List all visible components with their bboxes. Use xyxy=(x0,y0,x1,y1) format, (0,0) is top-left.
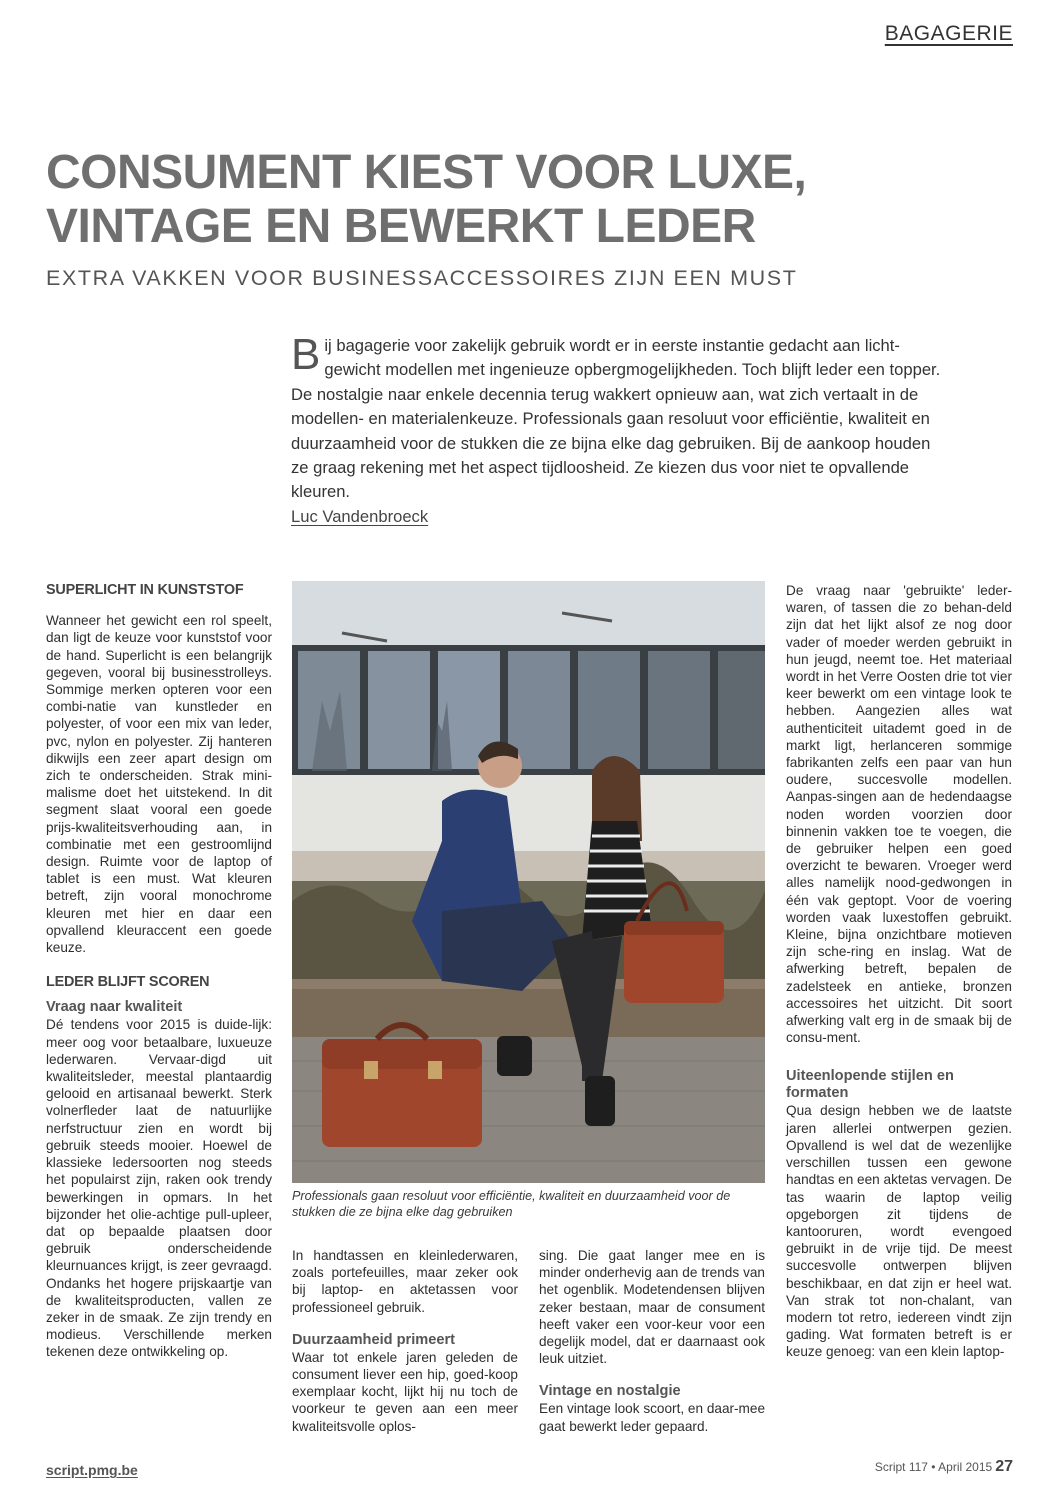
article-headline xyxy=(46,146,946,254)
article-subheadline: EXTRA VAKKEN VOOR BUSINESSACCESSOIRES ZIJN EEN MUST xyxy=(46,266,798,290)
paragraph-vintage: Een vintage look scoort, en daar-mee gaat bewerkt leder gepaard. xyxy=(539,1401,765,1434)
column-3 xyxy=(539,1247,765,1435)
heading-leder-blijft-scoren: LEDER BLIJFT SCOREN xyxy=(46,974,210,991)
article-photo xyxy=(292,581,765,1183)
paragraph-kwaliteit: Dé tendens voor 2015 is duide-lijk: meer oog voor betaalbare, luxueuze lederwaren. Vervaar-digd uit kwaliteitsleder, meestal plantaardig gelooid en artisanaal bewerkt. Sterk volnerfleder laat de natuurlijke nerfstructuur zien en wordt bij gebruik steeds mooier. Hoewel de klassieke ledersoorten nog steeds het populairst zijn, raken ook trendy bewerkingen in opmars. In het bijzonder het olie-achtige pull-upleer, dat op bepaalde plaatsen door gebruik onderscheidende kleurnuances krijgt, is zeer gevraagd. Ondanks het hogere prijskaartje van de kwaliteitsproducten, vallen ze zeker in de smaak. Ze zijn trendy en modieus. Verschillende merken tekenen deze ontwikkeling op. xyxy=(46,1017,272,1360)
paragraph-gebruikte-lederwaren: De vraag naar 'gebruikte' leder-waren, of tassen die zo behan-deld zijn dat het lijkt alsof ze nog door vader of moeder werden gebruikt in hun jeugd, neemt toe. Het materiaal wordt in het Verre Oosten drie tot vier keer bewerkt om een vintage look te hebben. Aangezien alles wat authenticiteit uitademt goed in de markt ligt, herlanceren sommige fabrikanten zelfs een paar van hun oudere, succesvolle modellen. Aanpas-singen aan de hedendaagse noden worden voorzien door binnenin vakken toe te voegen, die de gebruiker helpen een goed overzicht te bewaren. Vroeger werd alles namelijk nood-gedwongen in één vak geptopt. Voor de voering worden vaak luxestoffen gebruikt. Kleine, bijna onzichtbare motieven zijn sche-ring en inslag. Wat de afwerking betreft, bepalen de zadelsteek en antieke, bronzen accessoires het uitzicht. Dit soort afwerking valt erg in de smaak bij de consu-ment. xyxy=(786,583,1012,1046)
photo-illustration xyxy=(292,581,765,1183)
intro-dropcap: B xyxy=(291,330,321,379)
paragraph-duurzaamheid: Waar tot enkele jaren geleden de consument liever een hip, goed-koop exemplaar kocht, lijkt hij nu toch de voorkeur te geven aan een meer kwaliteitsvolle oplos- xyxy=(292,1349,518,1434)
footer-website-link[interactable]: script.pmg.be xyxy=(46,1462,138,1478)
subheading-duurzaamheid-primeert: Duurzaamheid primeert xyxy=(292,1331,456,1348)
paragraph-handtassen: In handtassen en kleinlederwaren, zoals portefeuilles, maar zeker ook bij laptop- en aktetassen voor professioneel gebruik. xyxy=(292,1248,518,1315)
column-2 xyxy=(292,1247,518,1435)
intro-text: ij bagagerie voor zakelijk gebruik wordt er in eerste instantie gedacht aan licht-gewicht modellen met ingenieuze opbergmogelijkheden. Toch blijft leder een topper. De nostalgie naar enkele decennia terug wakkert opnieuw aan, wat zich vertaalt in de modellen- en materialenkeuze. Professionals gaan resoluut voor efficiëntie, kwaliteit en duurzaamheid voor de stukken die ze bijna elke dag gebruiken. Bij de aankoop houden ze graag rekening met het aspect tijdloosheid. Ze kiezen dus voor niet te opvallende kleuren. xyxy=(291,336,941,502)
heading-superlicht: SUPERLICHT IN KUNSTSTOF xyxy=(46,582,244,598)
headline-line-1: CONSUMENT KIEST VOOR LUXE, xyxy=(46,146,807,199)
paragraph-stijlen: Qua design hebben we de laatste jaren allerlei ontwerpen gezien. Opvallend is wel dat de wezenlijke verschillen tussen een gewone handtas en een aktetas vervagen. De tas waarin de laptop veilig opgeborgen zit tijdens de kantooruren, wordt evengoed gebruikt in de vrije tijd. De meest succesvolle ontwerpen blijven beschikbaar, en dat zijn er heel wat. Van strak tot non-chalant, van modern tot retro, iedereen vindt zijn gading. Wat formaten betreft is er keuze genoeg: van een klein laptop- xyxy=(786,1103,1012,1360)
page-number: 27 xyxy=(995,1458,1013,1475)
column-1 xyxy=(46,582,272,1361)
paragraph-modetendensen: sing. Die gaat langer mee en is minder onderhevig aan de trends van het ogenblik. Modetendensen blijven zeker bestaan, maar de consument heeft vaker een voor-keur voor een degelijk model, dat er daarnaast ook leuk uitziet. xyxy=(539,1248,765,1367)
subheading-stijlen-en-formaten: Uiteenlopende stijlen en formaten xyxy=(786,1068,954,1102)
section-tag[interactable]: BAGAGERIE xyxy=(884,22,1013,45)
footer-issue: Script 117 • April 2015 xyxy=(874,1460,993,1474)
author-byline[interactable]: Luc Vandenbroeck xyxy=(291,507,429,526)
photo-caption: Professionals gaan resoluut voor efficiëntie, kwaliteit en duurzaamheid voor de stukken die ze bijna elke dag gebruiken xyxy=(292,1189,731,1219)
article-intro xyxy=(291,330,941,505)
column-4 xyxy=(786,582,1012,1361)
footer-issue-info xyxy=(875,1458,1013,1476)
headline-line-2: VINTAGE EN BEWERKT LEDER xyxy=(46,200,756,253)
paragraph-kunststof: Wanneer het gewicht een rol speelt, dan ligt de keuze voor kunststof voor de hand. Superlicht is een belangrijk gegeven, vooral bij businesstrolleys. Sommige merken opteren voor een combi-natie van kunstleder en polyester, of voor een mix van leder, pvc, nylon en polyester. Zij hanteren dikwijls een zeer apart design om zich te onderscheiden. Strak mini-malisme doet het uitstekend. In dit segment slaat vooral een goede prijs-kwaliteitsverhouding aan, in combinatie met een gestroomlijnd design. Ruimte voor de laptop of tablet is een must. Wat kleuren betreft, zijn vooral monochrome kleuren met hier en daar een opvallend kleuraccent een goede keuze. xyxy=(46,613,272,956)
subheading-vraag-naar-kwaliteit: Vraag naar kwaliteit xyxy=(46,999,183,1016)
subheading-vintage-en-nostalgie: Vintage en nostalgie xyxy=(539,1383,681,1400)
